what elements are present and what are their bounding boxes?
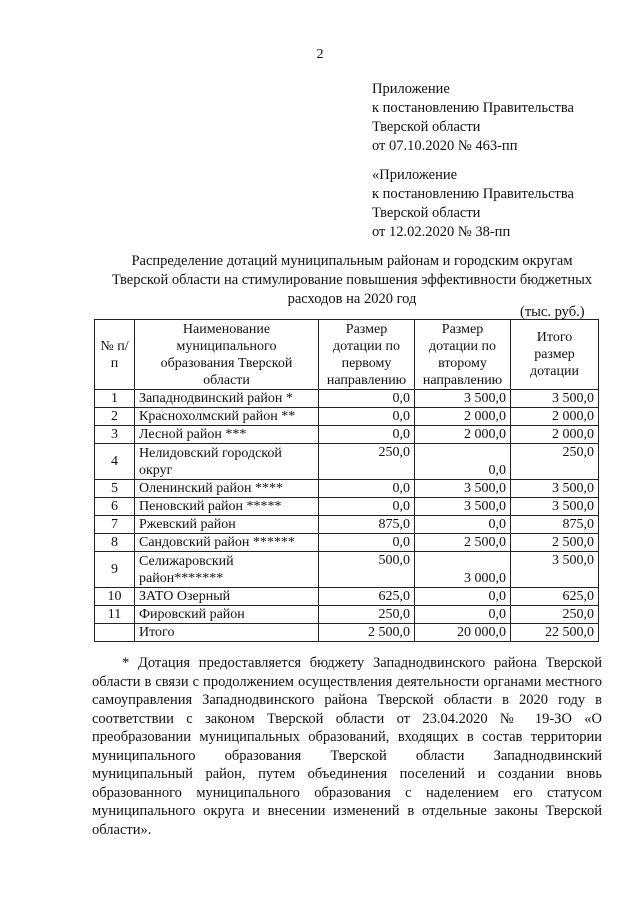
appendix-line: Тверской области	[372, 205, 481, 221]
row-second-direction: 2 500,0	[415, 534, 511, 552]
table-row	[95, 408, 599, 426]
table-row	[95, 426, 599, 444]
table-row	[95, 444, 599, 480]
total-second-direction: 20 000,0	[415, 624, 511, 642]
table-row	[95, 480, 599, 498]
document-title	[92, 252, 612, 309]
row-number: 5	[95, 480, 135, 498]
row-total: 3 500,0	[511, 480, 599, 498]
appendix-header-current	[372, 80, 574, 156]
row-total: 2 000,0	[511, 408, 599, 426]
total-sum: 22 500,0	[511, 624, 599, 642]
total-first-direction: 2 500,0	[319, 624, 415, 642]
subsidy-table	[94, 319, 599, 642]
row-second-direction: 2 000,0	[415, 408, 511, 426]
total-label: Итого	[135, 624, 319, 642]
row-name: Лесной район ***	[135, 426, 319, 444]
row-total: 3 500,0	[511, 552, 599, 588]
row-second-direction: 3 500,0	[415, 390, 511, 408]
row-total: 250,0	[511, 606, 599, 624]
appendix-line: от 12.02.2020 № 38-пп	[372, 224, 511, 240]
row-first-direction: 0,0	[319, 498, 415, 516]
row-number: 9	[95, 552, 135, 588]
row-number: 6	[95, 498, 135, 516]
header-second-direction: Размер дотации по второму направлению	[415, 320, 511, 390]
appendix-line: к постановлению Правительства	[372, 100, 574, 116]
table-row	[95, 552, 599, 588]
header-first-direction: Размер дотации по первому направлению	[319, 320, 415, 390]
row-second-direction: 0,0	[415, 606, 511, 624]
row-second-direction: 0,0	[415, 588, 511, 606]
appendix-line: к постановлению Правительства	[372, 186, 574, 202]
row-second-direction: 2 000,0	[415, 426, 511, 444]
header-total: Итого размер дотации	[511, 320, 599, 390]
row-name: Сандовский район ******	[135, 534, 319, 552]
row-number: 7	[95, 516, 135, 534]
footnote: * Дотация предоставляется бюджету Западнодвинского района Тверской области в связи с продолжением осуществления деятельности органами местного самоуправления Западнодвинского района Тверской области в 2020 году в соответствии с законом Тверской области от 23.04.2020 № 19-ЗО «О преобразовании муниципальных образований, входящих в состав территории муниципального образования Тверской области Западнодвинский муниципальный район, путем объединения поселений и создании вновь образованного муниципального образования с наделением его статусом муниципального округа и внесении изменений в отдельные законы Тверской области».	[92, 655, 602, 838]
row-second-direction: 0,0	[415, 444, 511, 480]
row-total: 3 500,0	[511, 390, 599, 408]
row-name: ЗАТО Озерный	[135, 588, 319, 606]
row-name: Ржевский район	[135, 516, 319, 534]
total-row	[95, 624, 599, 642]
row-total: 2 500,0	[511, 534, 599, 552]
title-line: Распределение дотаций муниципальным районам и городским округам	[131, 253, 573, 269]
total-row-empty	[95, 624, 135, 642]
row-number: 4	[95, 444, 135, 480]
row-number: 1	[95, 390, 135, 408]
row-name: Западнодвинский район *	[135, 390, 319, 408]
row-first-direction: 0,0	[319, 480, 415, 498]
table-row	[95, 390, 599, 408]
appendix-line: от 07.10.2020 № 463-пп	[372, 138, 518, 154]
appendix-line: Приложение	[372, 81, 450, 97]
row-name: Оленинский район ****	[135, 480, 319, 498]
row-name: Нелидовский городской округ	[135, 444, 319, 480]
row-second-direction: 3 000,0	[415, 552, 511, 588]
header-name: Наименование муниципального образования Тверской области	[135, 320, 319, 390]
row-name: Селижаровский район*******	[135, 552, 319, 588]
header-num: № п/п	[95, 320, 135, 390]
row-total: 875,0	[511, 516, 599, 534]
row-first-direction: 250,0	[319, 606, 415, 624]
row-number: 11	[95, 606, 135, 624]
row-name: Фировский район	[135, 606, 319, 624]
unit-label: (тыс. руб.)	[520, 304, 585, 320]
row-number: 3	[95, 426, 135, 444]
table-row	[95, 588, 599, 606]
table-row	[95, 498, 599, 516]
row-total: 250,0	[511, 444, 599, 480]
row-number: 8	[95, 534, 135, 552]
row-first-direction: 625,0	[319, 588, 415, 606]
title-line: Тверской области на стимулирование повышения эффективности бюджетных	[111, 272, 593, 288]
row-first-direction: 0,0	[319, 390, 415, 408]
row-first-direction: 0,0	[319, 408, 415, 426]
row-first-direction: 875,0	[319, 516, 415, 534]
row-second-direction: 3 500,0	[415, 480, 511, 498]
table-row	[95, 534, 599, 552]
table-body	[95, 390, 599, 642]
row-first-direction: 0,0	[319, 534, 415, 552]
row-number: 10	[95, 588, 135, 606]
row-first-direction: 500,0	[319, 552, 415, 588]
row-total: 3 500,0	[511, 498, 599, 516]
row-total: 625,0	[511, 588, 599, 606]
row-name: Краснохолмский район **	[135, 408, 319, 426]
appendix-header-previous	[372, 166, 574, 242]
row-name: Пеновский район *****	[135, 498, 319, 516]
row-total: 2 000,0	[511, 426, 599, 444]
row-second-direction: 0,0	[415, 516, 511, 534]
page-number: 2	[316, 47, 324, 62]
row-number: 2	[95, 408, 135, 426]
table-row	[95, 516, 599, 534]
appendix-line: Тверской области	[372, 119, 481, 135]
row-second-direction: 3 500,0	[415, 498, 511, 516]
appendix-line: «Приложение	[372, 167, 458, 183]
table-row	[95, 606, 599, 624]
row-first-direction: 0,0	[319, 426, 415, 444]
title-line: расходов на 2020 год	[287, 291, 417, 307]
row-first-direction: 250,0	[319, 444, 415, 480]
